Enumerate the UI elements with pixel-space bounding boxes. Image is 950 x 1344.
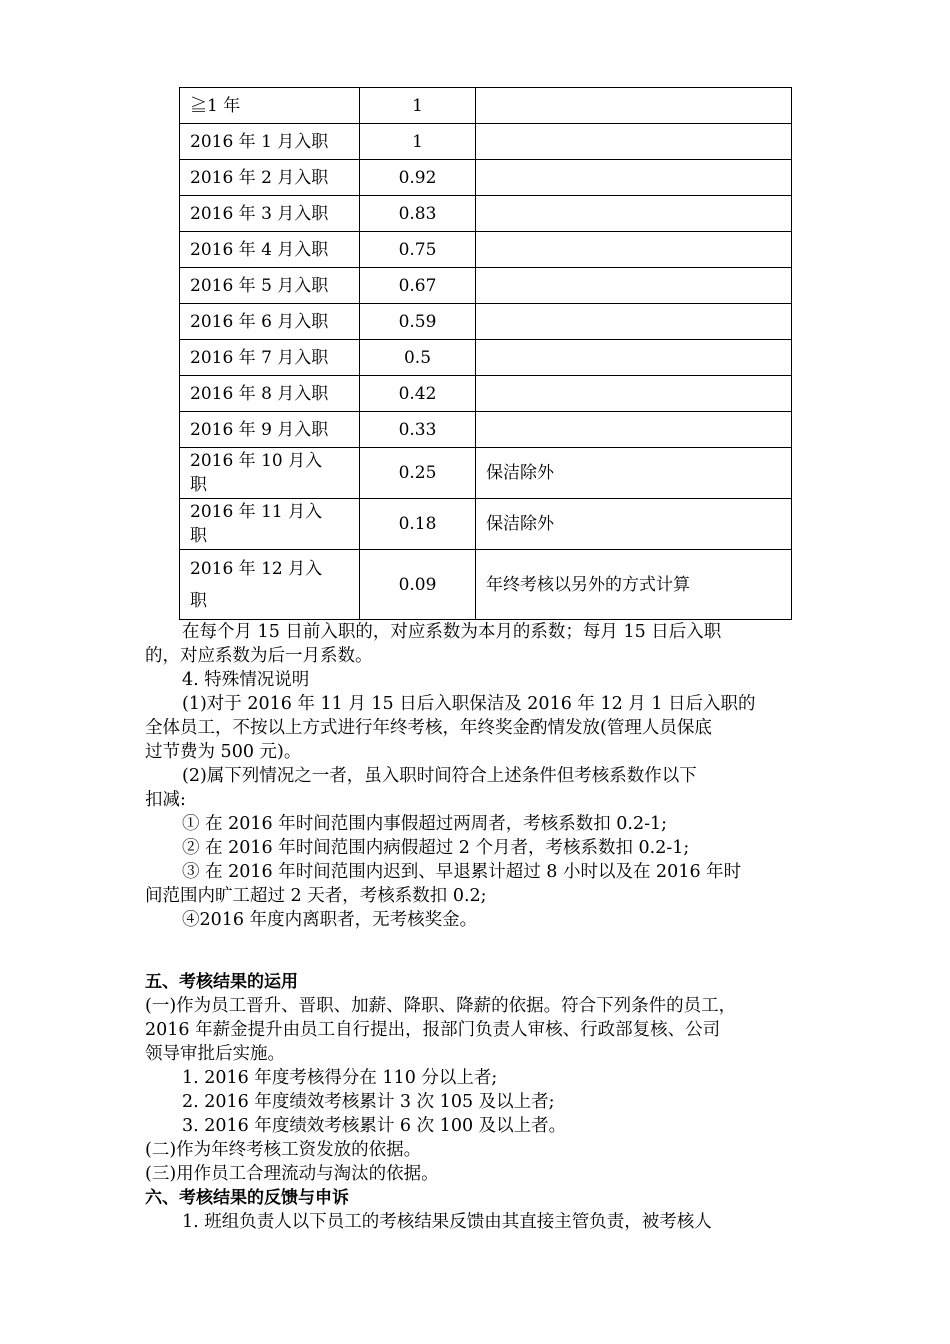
list-item: 2. 2016 年度绩效考核累计 3 次 105 及以上者; [182,1092,555,1112]
period-line-2: 职 [190,475,207,495]
table-cell-coefficient: 0.5 [360,340,476,376]
table-cell-note [476,88,792,124]
table-row [180,124,792,160]
table-cell-period [180,550,360,620]
table-cell-coefficient: 1 [360,124,476,160]
table-cell-note [476,232,792,268]
body-text [145,620,805,932]
table-cell-period: 2016 年 2 月入职 [180,160,360,196]
table-cell-coefficient: 0.42 [360,376,476,412]
table-row [180,88,792,124]
table-row [180,232,792,268]
table-cell-period [180,499,360,550]
table-row [180,550,792,620]
table-row [180,268,792,304]
table-cell-note: 保洁除外 [476,448,792,499]
table-cell-note [476,376,792,412]
table-row [180,499,792,550]
table-row [180,448,792,499]
list-item: 1. 2016 年度考核得分在 110 分以上者; [182,1068,498,1088]
table-cell-note [476,196,792,232]
table-cell-period: ≧1 年 [180,88,360,124]
table-cell-note [476,304,792,340]
table-cell-period [180,448,360,499]
table-cell-coefficient: 0.59 [360,304,476,340]
paragraph-line: 过节费为 500 元)。 [145,742,302,762]
paragraph-line: 的，对应系数为后一月系数。 [145,646,373,666]
table-cell-note [476,340,792,376]
period-line-2: 职 [190,590,207,611]
list-item: ① 在 2016 年时间范围内事假超过两周者，考核系数扣 0.2-1; [182,814,668,834]
period-line-1: 2016 年 11 月入 [190,502,323,522]
table-cell-note: 年终考核以另外的方式计算 [476,550,792,620]
paragraph-line: 领导审批后实施。 [145,1044,285,1064]
section-five [145,970,805,1234]
table-cell-coefficient: 0.92 [360,160,476,196]
paragraph-line: 扣减: [145,790,186,810]
table-cell-period: 2016 年 8 月入职 [180,376,360,412]
table-cell-period: 2016 年 4 月入职 [180,232,360,268]
paragraph-line: (三)用作员工合理流动与淘汰的依据。 [145,1164,439,1184]
table-cell-coefficient: 0.33 [360,412,476,448]
table-cell-period: 2016 年 9 月入职 [180,412,360,448]
table-cell-coefficient: 0.25 [360,448,476,499]
paragraph-line: (1)对于 2016 年 11 月 15 日后入职保洁及 2016 年 12 月 1 日后入职的 [182,694,756,714]
table-cell-coefficient: 0.09 [360,550,476,620]
paragraph-line: (二)作为年终考核工资发放的依据。 [145,1140,422,1160]
section-title: 4. 特殊情况说明 [182,670,310,690]
list-item-continuation: 间范围内旷工超过 2 天者，考核系数扣 0.2; [145,886,487,906]
list-item: ④2016 年度内离职者，无考核奖金。 [182,910,478,930]
table-cell-period: 2016 年 7 月入职 [180,340,360,376]
table-cell-note [476,124,792,160]
list-item: ② 在 2016 年时间范围内病假超过 2 个月者，考核系数扣 0.2-1; [182,838,690,858]
period-line-2: 职 [190,526,207,546]
table-cell-coefficient: 0.83 [360,196,476,232]
table-cell-coefficient: 0.18 [360,499,476,550]
table-cell-period: 2016 年 1 月入职 [180,124,360,160]
table-cell-period: 2016 年 5 月入职 [180,268,360,304]
paragraph-line: 2016 年薪金提升由员工自行提出，报部门负责人审核、行政部复核、公司 [145,1020,721,1040]
table-cell-note [476,268,792,304]
section-heading: 五、考核结果的运用 [145,972,298,992]
table-cell-note: 保洁除外 [476,499,792,550]
section-heading: 六、考核结果的反馈与申诉 [145,1188,349,1208]
list-item: ③ 在 2016 年时间范围内迟到、早退累计超过 8 小时以及在 2016 年时 [182,862,742,882]
table-cell-coefficient: 0.67 [360,268,476,304]
paragraph-line: 全体员工，不按以上方式进行年终考核，年终奖金酌情发放(管理人员保底 [145,718,712,738]
paragraph-line: (一)作为员工晋升、晋职、加薪、降职、降薪的依据。符合下列条件的员工， [145,996,737,1016]
coefficient-table [179,87,792,620]
paragraph-line: 1. 班组负责人以下员工的考核结果反馈由其直接主管负责，被考核人 [182,1212,712,1232]
table-row [180,376,792,412]
table-row [180,412,792,448]
table-cell-note [476,160,792,196]
list-item: 3. 2016 年度绩效考核累计 6 次 100 及以上者。 [182,1116,567,1136]
table-row [180,196,792,232]
period-line-1: 2016 年 12 月入 [190,558,323,579]
table-row [180,160,792,196]
table-cell-coefficient: 0.75 [360,232,476,268]
paragraph-line: (2)属下列情况之一者，虽入职时间符合上述条件但考核系数作以下 [182,766,697,786]
period-line-1: 2016 年 10 月入 [190,451,323,471]
table-cell-note [476,412,792,448]
table-cell-coefficient: 1 [360,88,476,124]
paragraph-line: 在每个月 15 日前入职的，对应系数为本月的系数；每月 15 日后入职 [182,622,722,642]
table-row [180,340,792,376]
table-cell-period: 2016 年 3 月入职 [180,196,360,232]
table-cell-period: 2016 年 6 月入职 [180,304,360,340]
table-row [180,304,792,340]
